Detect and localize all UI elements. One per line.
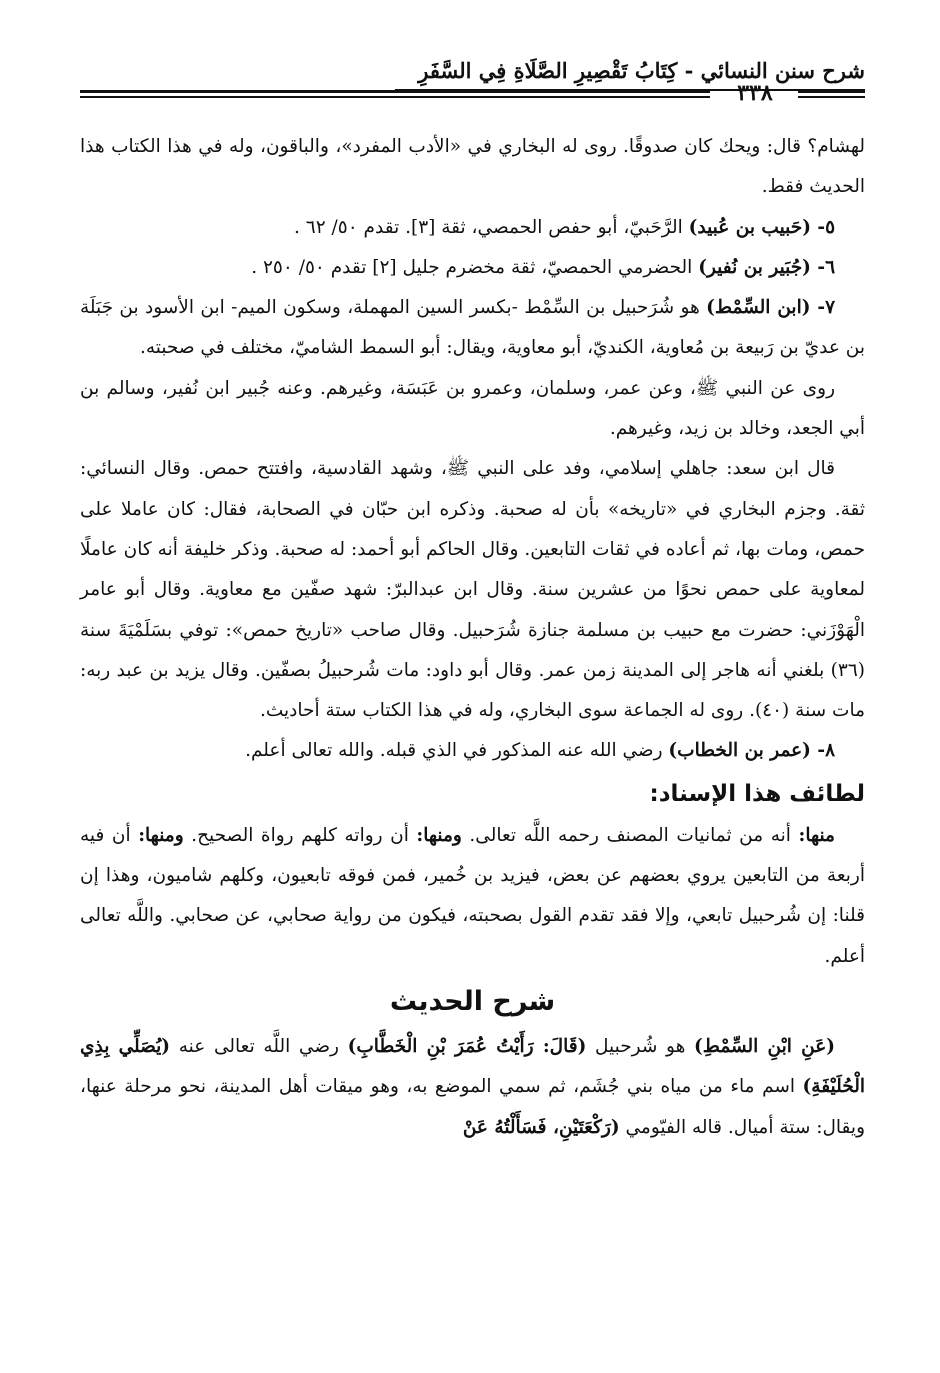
- sharh-text-2: رضي اللَّه تعالى عنه: [170, 1035, 348, 1057]
- paragraph-continuation: لهشام؟ قال: ويحك كان صدوقًا. روى له البخاري في «الأدب المفرد»، والباقون، وله في هذا الكتاب هذا الحديث فقط.: [80, 136, 865, 198]
- narrator-8-text: رضي الله عنه المذكور في الذي قبله. والله تعالى أعلم.: [245, 740, 669, 762]
- narrator-8-name: ٨- (عمر بن الخطاب): [668, 740, 835, 762]
- sharh-quote-2: (قَالَ: رَأَيْتُ عُمَرَ بْنِ الْخَطَّابِ): [347, 1035, 587, 1057]
- narrator-5: [80, 208, 865, 248]
- minha-1-text: أنه من ثمانيات المصنف رحمه اللَّه تعالى.: [461, 824, 799, 846]
- paragraph-biography: قال ابن سعد: جاهلي إسلامي، وفد على النبي ﷺ، وشهد القادسية، وافتتح حمص. وقال النسائي: ثقة. وجزم البخاري في «تاريخه» بأن له صحبة. وذكره ابن حبّان في الصحابة، فقال: كان عاملا على حمص، ومات بها، ثم أعاده في ثقات التابعين. وقال الحاكم أبو أحمد: له صحبة. وذكر خليفة أنه كان عاملًا لمعاوية على حمص نحوًا من عشرين سنة. وقال ابن عبدالبرّ: شهد صفّين مع معاوية. وقال أبو عامر الْهَوْزَني: حضرت مع حبيب بن مسلمة جنازة شُرَحبيل. وقال صاحب «تاريخ حمص»: توفي بسَلَمْيَةَ سنة (٣٦) بلغني أنه هاجر إلى المدينة زمن عمر. وقال أبو داود: مات شُرحبيلُ بصفّين. وقال يزيد بن عبد ربه: مات سنة (٤٠). روى له الجماعة سوى البخاري، وله في هذا الكتاب ستة أحاديث.: [80, 458, 865, 722]
- sharh-text-3: اسم ماء من مياه بني جُشَم، ثم سمي الموضع به، وهو ميقات أهل المدينة، نحو مرحلة عنها، ويقال: ستة أميال. قاله الفيّومي: [80, 1076, 865, 1138]
- section-heading-lataif: لطائف هذا الإسناد:: [649, 780, 865, 807]
- narrator-7-name: ٧- (ابن السِّمْط): [706, 297, 835, 319]
- minha-3-text: أن فيه أربعة من التابعين يروي بعضهم عن بعض، فيزيد بن خُمير، فمن فوقه تابعيون، وكلهم شاميون، وهذا إن قلنا: إن شُرحبيل تابعي، وإلا فقد تقدم القول بصحبته، فيكون من رواية صحابي، عن صحابي. واللَّه تعالى أعلم.: [80, 824, 865, 967]
- sharh-quote-3: (يُصَلِّي بِذِي الْحُلَيْفَةِ): [80, 1035, 865, 1098]
- paragraph-sharh: [80, 1027, 865, 1148]
- narrator-5-name: ٥- (حَبيب بن عُبيد): [688, 216, 835, 238]
- running-header: [80, 58, 865, 108]
- narrator-6-text: الحضرمي الحمصيّ، ثقة مخضرم جليل [٢] تقدم ٥٠/ ٢٥٠ .: [251, 256, 699, 278]
- paragraph-lataif: [80, 816, 865, 977]
- header-title: شرح سنن النسائي - كِتَابُ تَقْصِيرِ الصَّلَاةِ فِي السَّفَرِ: [418, 58, 865, 83]
- narrator-8: [80, 731, 865, 771]
- minha-1-label: منها:: [798, 824, 835, 846]
- minha-3-label: ومنها:: [138, 824, 184, 846]
- section-heading-sharh: شرح الحديث: [389, 985, 556, 1017]
- narrator-6: [80, 248, 865, 288]
- paragraph-narrations: روى عن النبي ﷺ، وعن عمر، وسلمان، وعمرو بن عَبَسَة، وغيرهم. وعنه جُبير ابن نُفير، وسالم بن أبي الجعد، وخالد بن زيد، وغيرهم.: [80, 377, 865, 440]
- minha-2-text: أن رواته كلهم رواة الصحيح.: [183, 824, 417, 846]
- main-text: [80, 127, 865, 1148]
- narrator-7: [80, 288, 865, 369]
- sharh-quote-4: (رَكْعَتَيْنِ، فَسَأَلْتُهُ عَنْ: [462, 1116, 620, 1138]
- page-number: ٣٣٨: [737, 80, 773, 106]
- sharh-quote-1: (عَنِ ابْنِ السِّمْطِ): [694, 1035, 836, 1057]
- header-rule-left: [80, 90, 710, 98]
- narrator-5-text: الرَّحَبيّ، أبو حفص الحمصي، ثقة [٣]. تقدم ٥٠/ ٦٢ .: [294, 216, 689, 238]
- header-rule-right: [798, 90, 865, 98]
- minha-2-label: ومنها:: [416, 824, 462, 846]
- sharh-text-1: هو شُرحبيل: [586, 1035, 694, 1057]
- narrator-6-name: ٦- (جُبَير بن نُفير): [698, 256, 835, 278]
- narrator-7-text: هو شُرَحبيل بن السِّمْط -بكسر السين المهملة، وسكون الميم- ابن الأسود بن جَبَلَة بن عديّ بن رَبيعة بن مُعاوية، الكنديّ، أبو معاوية، ويقال: أبو السمط الشاميّ، مختلف في صحبته.: [80, 297, 865, 359]
